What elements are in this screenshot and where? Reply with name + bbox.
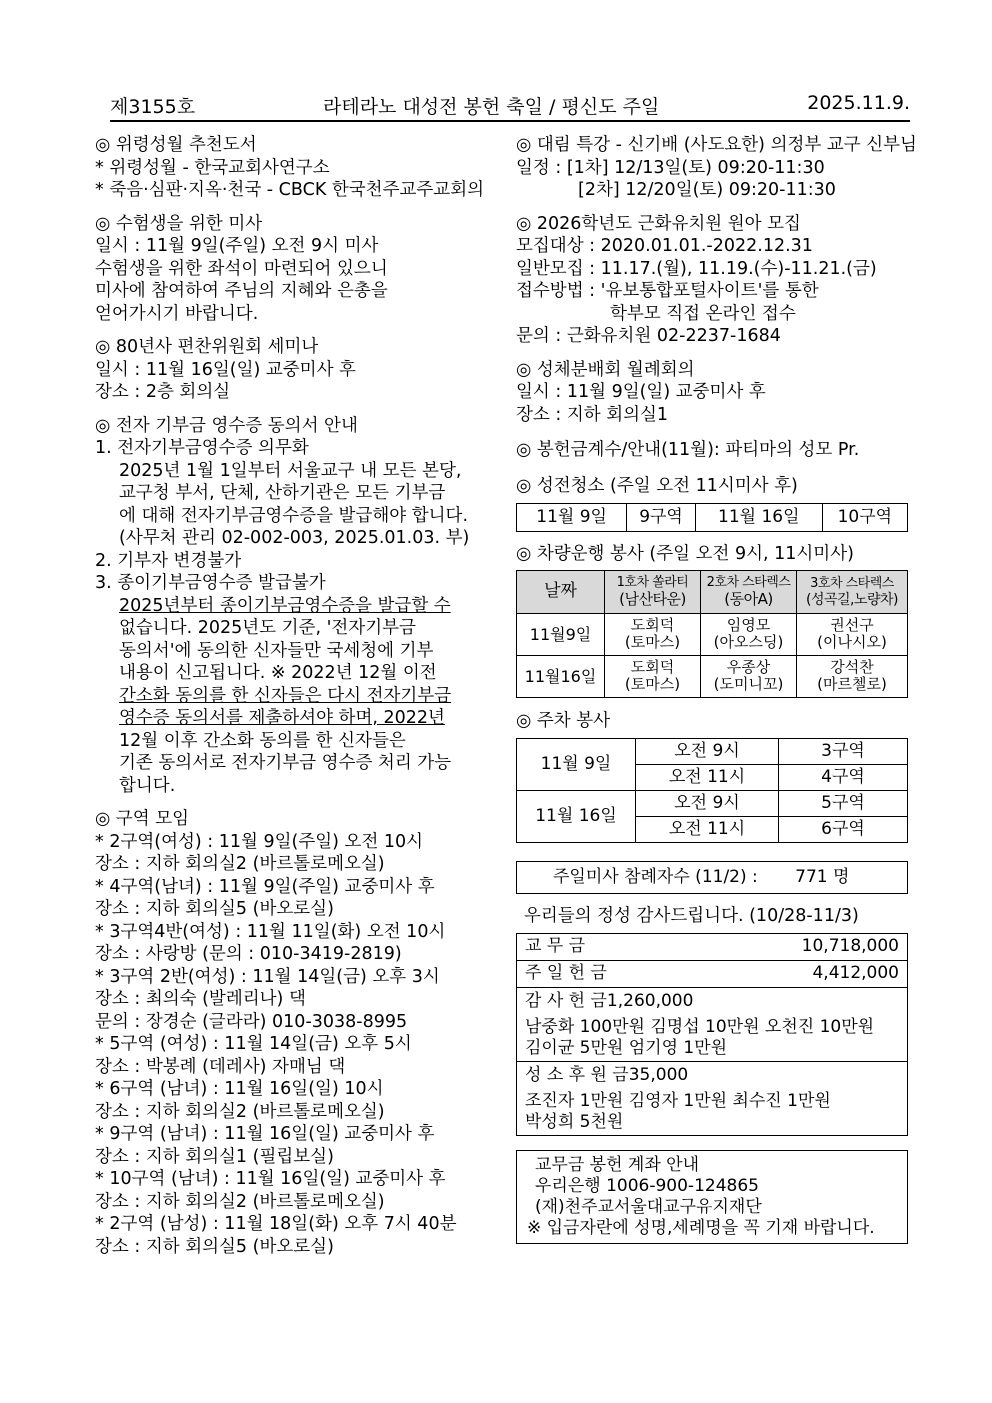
left-line: ◎ 수험생을 위한 미사 [95,213,263,234]
left-line: * 3구역4반(여성) : 11월 11일(화) 오전 10시 [95,921,446,942]
attendance-label: 주일미사 참례자수 (11/2) : [553,867,758,887]
left-line: 2025년 1월 1일부터 서울교구 내 모든 본당, [119,460,462,481]
left-line: 장소 : 박봉례 (데레사) 자매님 댁 [95,1056,346,1077]
left-line: * 10구역 (남녀) : 11월 16일(일) 교중미사 후 [95,1169,446,1189]
right-line: ◎ 대림 특강 - 신기배 (사도요한) 의정부 교구 신부님 [516,135,917,155]
cleaning-date-1: 11월 9일 [517,504,627,532]
attendance-box [516,861,908,894]
cleaning-table [516,503,908,532]
attendance-value: 771 명 [795,867,850,887]
left-line: 동의서'에 동의한 신자들만 국세청에 기부 [119,640,434,661]
issue-date: 2025.11.9. [807,92,910,114]
right-line: ◎ 성체분배회 월례회의 [516,359,695,380]
car-heading: ◎ 차량운행 봉사 (주일 오전 9시, 11시미사) [516,544,854,564]
left-line: 장소 : 최의숙 (발레리나) 댁 [95,989,306,1009]
parking-heading: ◎ 주차 봉사 [516,710,611,731]
car-head-3: 3호차 스타렉스 (성곡길,노량차) [797,570,908,613]
left-line: ◎ 전자 기부금 영수증 동의서 안내 [95,415,358,436]
right-line: 일반모집 : 11.17.(월), 11.19.(수)-11.21.(금) [516,258,877,279]
cleaning-zone-1: 9구역 [627,504,696,532]
right-line: 일시 : 11월 9일(일) 교중미사 후 [516,382,766,402]
left-line: * 4구역(남녀) : 11월 9일(주일) 교중미사 후 [95,876,435,897]
offering-table [516,933,908,1136]
offering-amount: 35,000 [628,1064,689,1085]
page-title: 라테라노 대성전 봉헌 축일 / 평신도 주일 [323,96,660,118]
right-line: 일정 : [1차] 12/13일(토) 09:20-11:30 [516,157,825,178]
left-line: 장소 : 지하 회의실1 (필립보실) [95,1146,334,1167]
right-line: 접수방법 : '유보통합포털사이트'를 통한 [516,281,819,301]
left-line: 간소화 동의를 한 신자들은 다시 전자기부금 [119,685,452,706]
left-line: 장소 : 지하 회의실2 (바르톨로메오실) [95,1191,385,1212]
left-line: 얻어가시기 바랍니다. [95,303,259,324]
left-line: * 5구역 (여성) : 11월 14일(금) 오후 5시 [95,1034,412,1054]
left-line: 장소 : 사랑방 (문의 : 010-3419-2819) [95,944,402,964]
right-line: [2차] 12/20일(토) 09:20-11:30 [578,180,836,200]
left-line: 2. 기부자 변경불가 [95,550,242,571]
account-bank: 우리은행 1006-900-124865 [535,1175,759,1196]
left-line: 1. 전자기부금영수증 의무화 [95,438,309,458]
parking-row: 11월 16일 오전 9시 5구역 [517,791,908,817]
left-line: 수험생을 위한 좌석이 마련되어 있으니 [95,258,388,279]
parking-row: 11월 9일 오전 9시 3구역 [517,739,908,765]
car-table [516,570,908,698]
left-line: 장소 : 지하 회의실2 (바르톨로메오실) [95,1101,385,1122]
left-line: * 죽음·심판·지옥·천국 - CBCK 한국천주교주교회의 [95,180,484,200]
left-line: * 3구역 2반(여성) : 11월 14일(금) 오후 3시 [95,966,440,987]
left-line: 내용이 신고됩니다. ※ 2022년 12월 이전 [119,663,437,683]
donor-line: 김이균 5만원 엄기영 1만원 [525,1037,728,1058]
car-head-1: 1호차 쏠라티 (남산타운) [605,570,701,613]
offering-amount: 1,260,000 [606,990,694,1011]
account-holder: (재)천주교서울대교구유지재단 [535,1196,762,1217]
left-line: 문의 : 장경순 (글라라) 010-3038-8995 [95,1011,408,1032]
parking-row: 오전 11시 6구역 [517,817,908,843]
left-line: 장소 : 지하 회의실5 (바오로실) [95,1236,334,1257]
offering-amount: 4,412,000 [812,963,899,984]
right-line: 모집대상 : 2020.01.01.-2022.12.31 [516,236,813,256]
left-line: 장소 : 2층 회의실 [95,382,231,402]
account-note: ※ 입금자란에 성명,세례명을 꼭 기재 바랍니다. [527,1217,875,1238]
left-line: 기존 동의서로 전자기부금 영수증 처리 가능 [119,753,452,773]
offering-amount: 10,718,000 [801,936,899,957]
left-line: * 9구역 (남녀) : 11월 16일(일) 교중미사 후 [95,1124,435,1144]
page-header [110,92,910,122]
parking-row: 오전 11시 4구역 [517,765,908,791]
left-line: * 6구역 (남녀) : 11월 16일(일) 10시 [95,1079,384,1099]
left-line: 합니다. [119,775,176,796]
left-line: 일시 : 11월 9일(주일) 오전 9시 미사 [95,236,379,256]
left-line: ◎ 구역 모임 [95,809,190,829]
right-line: 학부모 직접 온라인 접수 [610,303,796,324]
right-line: 문의 : 근화유치원 02-2237-1684 [516,326,781,346]
left-line: 영수증 동의서를 제출하셔야 하며, 2022년 [119,708,445,728]
account-box [516,1150,908,1244]
right-line: ◎ 봉헌금계수/안내(11월): 파티마의 성모 Pr. [516,440,860,460]
right-line: ◎ 성전청소 (주일 오전 11시미사 후) [516,475,798,496]
car-row: 11월16일 도회덕 (토마스) 우종상 (도미니꼬) 강석찬 (마르첼로) [517,655,908,697]
parking-table [516,738,908,843]
left-line: ◎ 80년사 편찬위원회 세미나 [95,337,319,357]
offering-label: 교 무 금 [525,936,586,957]
donor-line: 조진자 1만원 김영자 1만원 최수진 1만원 [525,1090,831,1111]
car-row: 11월9일 도회덕 (토마스) 임영모 (아오스딩) 권선구 (이나시오) [517,613,908,655]
left-line: (사무처 관리 02-002-003, 2025.01.03. 부) [119,528,470,548]
left-column [95,134,495,1258]
offering-label: 주 일 헌 금 [525,963,607,984]
left-line: * 2구역 (남성) : 11월 18일(화) 오후 7시 40분 [95,1214,457,1234]
left-line: 없습니다. 2025년도 기준, '전자기부금 [119,618,416,638]
donor-line: 남중화 100만원 김명섭 10만원 오천진 10만원 [525,1016,875,1037]
left-line: 3. 종이기부금영수증 발급불가 [95,573,326,593]
offering-label: 감 사 헌 금 [525,990,607,1011]
cleaning-date-2: 11월 16일 [695,504,822,532]
left-line: 일시 : 11월 16일(일) 교중미사 후 [95,359,356,380]
left-line: ◎ 위령성월 추천도서 [95,135,257,155]
car-head-date: 날짜 [517,570,605,613]
left-line: * 2구역(여성) : 11월 9일(주일) 오전 10시 [95,831,424,852]
left-line: 교구청 부서, 단체, 산하기관은 모든 기부금 [119,483,446,503]
left-line: 2025년부터 종이기부금영수증을 발급할 수 [119,595,451,616]
offering-label: 성 소 후 원 금 [525,1064,629,1085]
donor-line: 박성희 5천원 [525,1111,624,1132]
offering-heading: 우리들의 정성 감사드립니다. (10/28-11/3) [524,906,859,926]
right-line: ◎ 2026학년도 근화유치원 원아 모집 [516,213,801,234]
left-line: 12월 이후 간소화 동의를 한 신자들은 [119,730,406,751]
left-line: 장소 : 지하 회의실5 (바오로실) [95,899,334,919]
issue-number: 제3155호 [110,96,196,118]
left-line: 장소 : 지하 회의실2 (바르톨로메오실) [95,854,385,874]
car-head-2: 2호차 스타렉스 (동아A) [701,570,797,613]
left-line: 미사에 참여하여 주님의 지혜와 은총을 [95,281,388,301]
cleaning-zone-2: 10구역 [822,504,907,532]
account-title: 교무금 봉헌 계좌 안내 [535,1154,700,1175]
right-notices [516,134,917,497]
left-line: * 위령성월 - 한국교회사연구소 [95,157,330,178]
left-line: 에 대해 전자기부금영수증을 발급해야 합니다. [119,505,469,526]
right-column [516,134,917,1244]
right-line: 장소 : 지하 회의실1 [516,404,669,425]
